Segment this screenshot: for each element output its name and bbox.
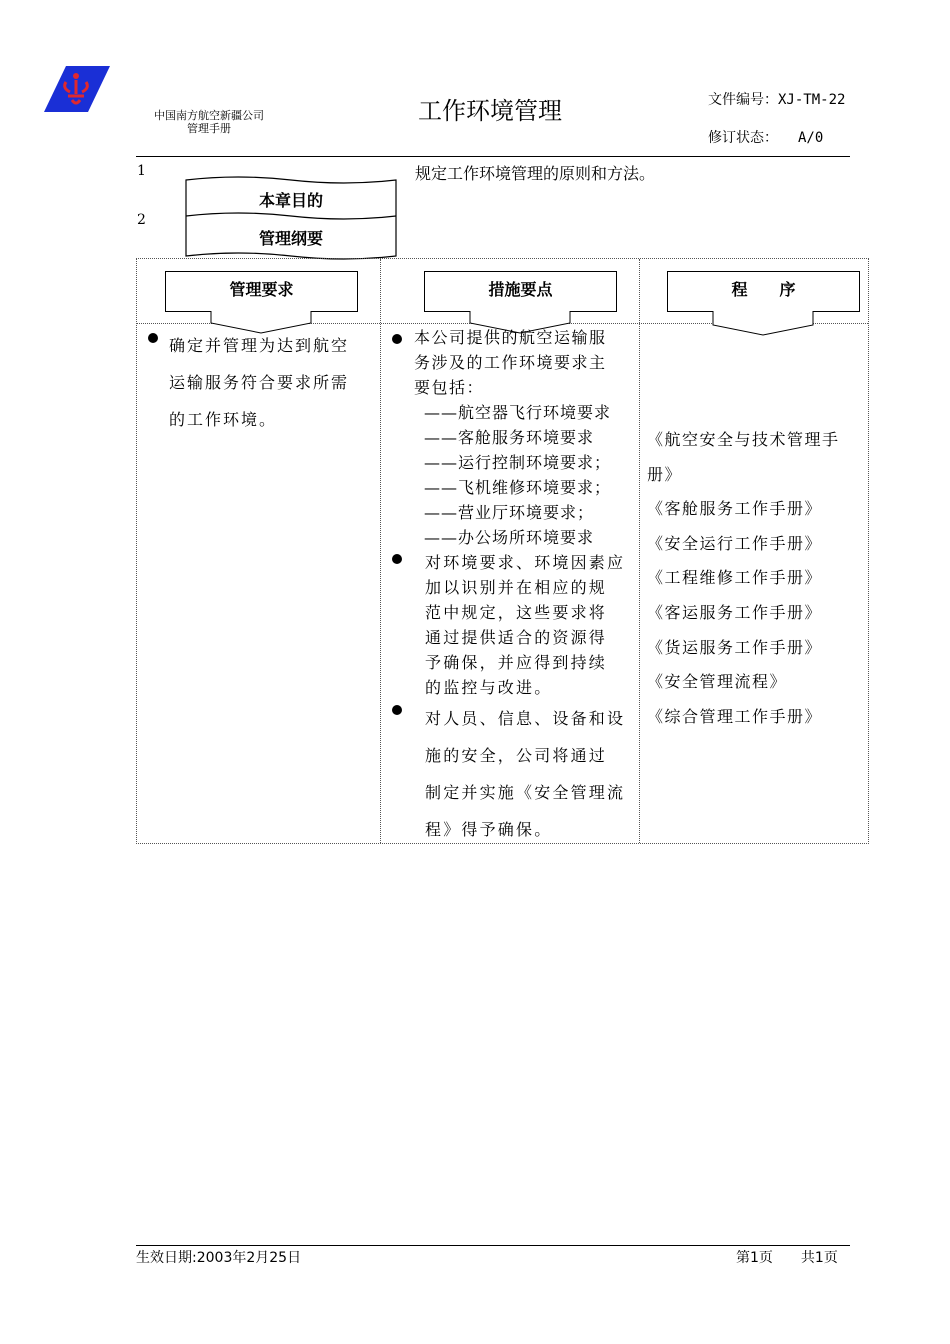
header-divider [136, 156, 850, 157]
col2-items [424, 400, 611, 550]
col2-line: 程》得予确保。 [425, 820, 553, 839]
col2-line: 务涉及的工作环境要求主 [414, 353, 607, 372]
revision-label: 修订状态： [708, 130, 778, 146]
col2-para3 [425, 700, 625, 848]
page-title: 工作环境管理 [418, 97, 562, 125]
col2-item: ——办公场所环境要求 [424, 528, 595, 547]
procedure-item: 《工程维修工作手册》 [647, 568, 823, 588]
effective-date: 生效日期:2003年2月25日 [136, 1250, 302, 1266]
procedure-item: 《客运服务工作手册》 [647, 602, 823, 622]
col2-line: 范中规定，这些要求将 [425, 603, 608, 622]
procedure-item: 《航空安全与技术管理手 [647, 430, 840, 449]
doc-number-value: XJ-TM-22 [778, 92, 846, 108]
col2-item: ——航空器飞行环境要求 [424, 403, 612, 422]
footer-divider [136, 1245, 850, 1246]
company-line2: 管理手册 [187, 122, 231, 135]
section-banner [185, 176, 397, 260]
col2-line: 对环境要求、环境因素应 [425, 553, 626, 572]
outline-label: 管理纲要 [258, 229, 323, 248]
bullet [392, 705, 402, 715]
bullet [148, 333, 158, 343]
doc-number-label: 文件编号： [708, 92, 778, 108]
col3-procedures [647, 423, 840, 734]
col2-line: 本公司提供的航空运输服 [414, 328, 607, 347]
col1-header: 管理要求 [229, 280, 294, 299]
col2-item: ——飞机维修环境要求； [424, 478, 612, 497]
company-name [148, 109, 270, 135]
company-logo [44, 66, 110, 112]
col3-header: 程 序 [731, 280, 796, 299]
company-line1: 中国南方航空新疆公司 [154, 109, 264, 122]
col2-line: 予确保，并应得到持续 [425, 653, 608, 672]
bullet [392, 334, 402, 344]
col1-text [169, 327, 349, 438]
procedure-item: 《安全运行工作手册》 [647, 533, 823, 553]
procedure-item: 《综合管理工作手册》 [647, 706, 823, 726]
col1-line: 的工作环境。 [169, 410, 278, 429]
section-number-2: 2 [137, 212, 146, 228]
column-divider [639, 259, 640, 843]
col2-intro [414, 325, 607, 400]
col2-line: 的监控与改进。 [425, 678, 553, 697]
col2-line: 加以识别并在相应的规 [425, 578, 608, 597]
section-number-1: 1 [137, 163, 146, 179]
col2-line: 要包括： [414, 378, 485, 397]
col2-item: ——客舱服务环境要求 [424, 428, 595, 447]
col1-line: 运输服务符合要求所需 [169, 373, 350, 392]
col2-line: 通过提供适合的资源得 [425, 628, 608, 647]
page-number: 第1页 共1页 [736, 1250, 838, 1266]
doc-number [708, 93, 858, 107]
purpose-text: 规定工作环境管理的原则和方法。 [415, 164, 656, 183]
col2-item: ——营业厅环境要求； [424, 503, 595, 522]
procedure-item: 《客舱服务工作手册》 [647, 499, 823, 519]
col2-item: ——运行控制环境要求； [424, 453, 612, 472]
procedure-item: 《货运服务工作手册》 [647, 637, 823, 657]
column-divider [380, 259, 381, 843]
bullet [392, 554, 402, 564]
revision-status [708, 127, 823, 147]
procedure-item: 册》 [647, 464, 683, 484]
revision-value: A/0 [798, 130, 824, 146]
purpose-label: 本章目的 [258, 191, 323, 210]
col2-line: 制定并实施《安全管理流 [425, 783, 626, 802]
col2-line: 施的安全，公司将通过 [425, 746, 608, 765]
col1-line: 确定并管理为达到航空 [169, 336, 350, 355]
col2-para2 [425, 550, 625, 700]
col2-line: 对人员、信息、设备和设 [425, 709, 626, 728]
outline-table [136, 258, 869, 844]
col2-header: 措施要点 [488, 280, 553, 299]
procedure-item: 《安全管理流程》 [647, 672, 788, 692]
